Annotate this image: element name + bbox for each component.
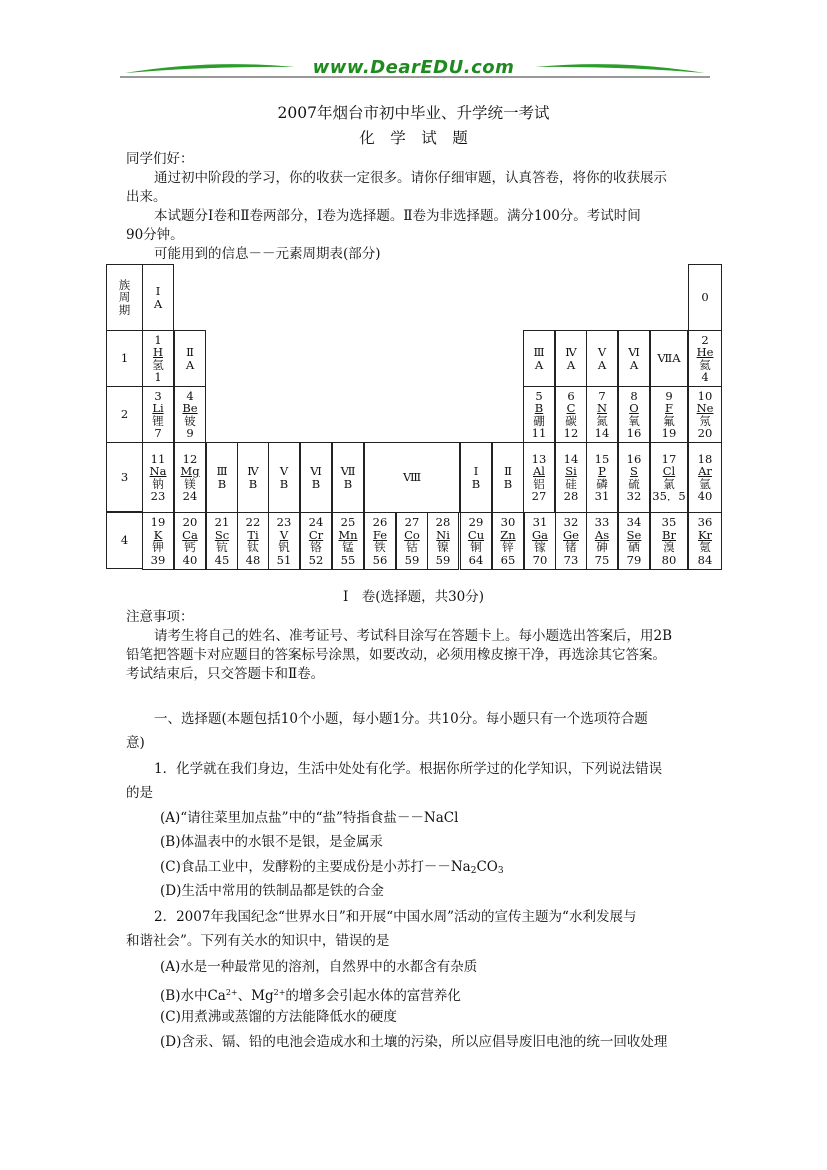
element-Co-line: 27 <box>404 515 420 529</box>
element-S-line: 硫 <box>628 476 640 491</box>
element-Mn-line: 锰 <box>342 540 354 554</box>
element-Ar-line: Ar <box>698 464 712 478</box>
element-He-line: 2 <box>701 332 709 347</box>
q2-option-b[interactable]: (B)水中Ca$^{2+}$、Mg$^{2+}$的增多会引起水体的富营养化 <box>160 988 461 1004</box>
element-S-line: 16 <box>626 451 642 466</box>
group-main-header-line: A <box>597 357 607 372</box>
element-Li-line: 7 <box>154 426 162 440</box>
element-N-line: 7 <box>598 388 606 403</box>
element-Na-line: 钠 <box>152 476 164 491</box>
element-N-line: N <box>596 401 608 415</box>
group-b-header-line: Ⅳ <box>247 464 259 478</box>
element-O-line: 16 <box>626 426 642 440</box>
q2-option-d[interactable]: (D)含汞、镉、铅的电池会造成水和土壤的污染，所以应倡导废旧电池的统一回收处理 <box>160 1034 668 1050</box>
element-F-line: 19 <box>661 426 677 440</box>
element-Cl-line: Cl <box>662 464 676 478</box>
group-main-header-line: A <box>534 357 544 372</box>
group-ib-header <box>460 442 492 513</box>
group-ib-header-line: Ⅰ <box>473 464 479 478</box>
element-Al-line: 27 <box>531 489 547 503</box>
element-H-line: H <box>152 345 164 359</box>
element-Ge-line: 73 <box>563 552 579 567</box>
group-main-header <box>523 330 555 387</box>
element-C-line: 12 <box>563 426 579 440</box>
group-viii-header-line: Ⅷ <box>402 470 422 485</box>
q1-stem: 1．化学就在我们身边，生活中处处有化学。根据你所学过的化学知识，下列说法错误 <box>154 761 663 777</box>
element-V-line: 23 <box>276 515 292 529</box>
element-N-line: 14 <box>594 426 610 440</box>
element-Li <box>142 386 174 443</box>
element-Li-line: 锂 <box>152 413 164 428</box>
element-Ar <box>688 442 722 513</box>
element-K-line: 39 <box>150 552 166 567</box>
element-Mg-line: Mg <box>180 464 200 478</box>
period-label-3-line: 3 <box>120 469 129 484</box>
element-Al <box>523 442 555 513</box>
exam-subtitle: 化 学 试 题 <box>359 129 468 147</box>
element-Cu <box>460 512 492 570</box>
group-ia-header-line: Ⅰ <box>155 284 161 298</box>
element-Ga-line: 31 <box>532 515 548 529</box>
group-iia-header <box>174 330 206 387</box>
element-Mn-line: 55 <box>340 552 356 567</box>
element-O <box>618 386 650 443</box>
element-He <box>688 330 722 387</box>
element-Co-line: Co <box>404 527 420 542</box>
element-Br-line: Br <box>662 527 676 542</box>
element-Co-line: 59 <box>404 552 420 567</box>
element-V-line: V <box>279 527 289 542</box>
element-Na-line: Na <box>149 464 167 478</box>
element-Co <box>396 512 428 570</box>
group-ib-header-line: B <box>471 476 481 491</box>
element-As-line: 75 <box>594 552 610 567</box>
element-Ge <box>555 512 587 570</box>
element-Si-line: 14 <box>563 451 579 466</box>
element-F-line: 9 <box>665 388 673 403</box>
element-Mg-line: 12 <box>182 451 198 466</box>
corner-label <box>106 264 143 331</box>
element-Cu-line: Cu <box>467 527 485 542</box>
element-Sc-line: 21 <box>214 515 230 529</box>
group-b-header <box>237 442 269 513</box>
element-Sc-line: 45 <box>214 552 230 567</box>
group-iib-header-line: B <box>503 476 513 491</box>
element-S <box>618 442 650 513</box>
element-Kr-line: Kr <box>697 527 713 542</box>
q1-option-c[interactable]: (C)食品工业中，发酵粉的主要成份是小苏打－－Na2CO3 <box>160 859 504 876</box>
group-b-header-line: B <box>343 476 353 491</box>
q2-stem: 2．2007年我国纪念“世界水日”和开展“中国水周”活动的宣传主题为“水利发展与 <box>154 909 637 925</box>
group-b-header-line: B <box>217 476 227 491</box>
element-F <box>650 386 688 443</box>
element-Se-line: 79 <box>626 552 642 567</box>
group-b-header <box>300 442 332 513</box>
element-Ti-line: 48 <box>245 552 261 567</box>
period-label-1-line: 1 <box>120 351 129 366</box>
element-Kr-line: 36 <box>697 515 713 529</box>
element-Ga-line: 70 <box>532 552 548 567</box>
element-Co-line: 钴 <box>406 540 418 554</box>
element-Li-line: 3 <box>154 388 162 403</box>
element-Al-line: 13 <box>531 451 547 466</box>
element-Ne-line: Ne <box>696 401 714 415</box>
element-N-line: 氮 <box>596 413 608 428</box>
group-b-header-line: Ⅶ <box>340 464 356 478</box>
period-label-4 <box>106 512 143 569</box>
element-Cr-line: 24 <box>308 515 324 529</box>
element-H-line: 1 <box>154 370 162 384</box>
corner-label-line: 期 <box>118 302 131 317</box>
notice-line-2: 铅笔把答题卡对应题目的答案标号涂黑，如要改动，必须用橡皮擦干净，再选涂其它答案。 <box>126 647 666 663</box>
element-Mn-line: Mn <box>338 527 358 542</box>
element-Sc-line: 钪 <box>216 540 228 554</box>
element-V <box>268 512 300 570</box>
element-P-line: P <box>598 464 606 478</box>
element-Na-line: 23 <box>150 489 166 503</box>
element-Be <box>174 386 206 443</box>
group-0-header-line: 0 <box>701 290 709 305</box>
q2-stem-cont: 和谐社会”。下列有关水的知识中，错误的是 <box>126 933 390 949</box>
element-Cu-line: 铜 <box>470 540 482 554</box>
element-Cr-line: 52 <box>308 552 324 567</box>
group-main-header-line: Ⅲ <box>533 345 545 359</box>
element-Cl-line: 17 <box>661 451 677 466</box>
greeting: 同学们好： <box>126 151 194 167</box>
table-caption: 可能用到的信息－－元素周期表(部分) <box>154 246 381 262</box>
section-heading: Ⅰ 卷(选择题，共30分) <box>342 589 485 605</box>
group-iib-header-line: Ⅱ <box>504 464 512 478</box>
element-Fe-line: 56 <box>372 552 388 567</box>
element-F-line: 氟 <box>663 413 675 428</box>
element-Na-line: 11 <box>150 451 166 466</box>
element-Fe <box>364 512 396 570</box>
group-b-header <box>332 442 364 513</box>
element-Ni-line: 59 <box>435 552 451 567</box>
group-iib-header <box>492 442 524 513</box>
element-Ca-line: 40 <box>182 552 198 567</box>
element-Ar-line: 40 <box>697 489 713 503</box>
element-Se-line: 34 <box>626 515 642 529</box>
exam-title: 2007年烟台市初中毕业、升学统一考试 <box>277 104 550 122</box>
element-Cl <box>650 442 688 513</box>
element-O-line: O <box>629 401 639 415</box>
part-one-heading: 一、选择题(本题包括10个小题，每小题1分。共10分。每小题只有一个选项符合题 <box>154 711 648 727</box>
element-C <box>555 386 587 443</box>
element-Ne-line: 氖 <box>699 413 711 428</box>
element-B-line: 硼 <box>533 413 545 428</box>
element-Si-line: Si <box>565 464 577 478</box>
element-P-line: 15 <box>594 451 610 466</box>
element-S-line: 32 <box>626 489 642 503</box>
part-one-heading-cont: 意) <box>126 735 145 751</box>
intro-paragraph-1a: 通过初中阶段的学习，你的收获一定很多。请你仔细审题，认真答卷，将你的收获展示 <box>154 170 667 186</box>
element-Be-line: Be <box>182 401 198 415</box>
q1-option-a[interactable]: (A)“请往菜里加点盐”中的“盐”特指食盐－－NaCl <box>160 810 459 826</box>
element-Cr-line: 铬 <box>310 540 322 554</box>
element-Ti-line: Ti <box>247 527 259 542</box>
element-Ne-line: 20 <box>697 426 713 440</box>
element-Si-line: 硅 <box>565 476 577 491</box>
element-Ni <box>427 512 459 570</box>
element-P <box>586 442 618 513</box>
element-Zn-line: 锌 <box>502 540 514 554</box>
element-Kr-line: 84 <box>697 552 713 567</box>
element-Cr <box>300 512 332 570</box>
element-Ne <box>688 386 722 443</box>
element-Cr-line: Cr <box>308 527 324 542</box>
element-Si <box>555 442 587 513</box>
element-Mn <box>332 512 364 570</box>
element-Br <box>650 512 688 570</box>
element-Mg-line: 24 <box>182 489 198 503</box>
element-N <box>586 386 618 443</box>
element-C-line: 碳 <box>565 413 577 428</box>
element-B <box>523 386 555 443</box>
element-Ni-line: 镍 <box>437 540 449 554</box>
group-b-header <box>268 442 300 513</box>
q1-option-b[interactable]: (B)体温表中的水银不是银，是金属汞 <box>160 834 383 850</box>
group-b-header-line: B <box>279 476 289 491</box>
element-Ar-line: 氩 <box>699 476 711 491</box>
group-main-header <box>618 330 650 387</box>
element-As-line: 33 <box>594 515 610 529</box>
group-main-header-line: Ⅵ <box>628 345 640 359</box>
element-Se-line: Se <box>626 527 642 542</box>
element-Ar-line: 18 <box>697 451 713 466</box>
element-Ga-line: 镓 <box>534 540 546 554</box>
element-Na <box>142 442 174 513</box>
element-Ga <box>524 512 556 570</box>
element-Ca-line: Ca <box>182 527 198 542</box>
group-main-header <box>650 330 688 387</box>
period-label-2 <box>106 386 143 443</box>
element-Ge-line: 32 <box>563 515 579 529</box>
element-K-line: K <box>153 527 163 542</box>
element-B-line: B <box>534 401 544 415</box>
group-b-header-line: Ⅵ <box>310 464 322 478</box>
element-He-line: 4 <box>701 370 709 384</box>
element-Cl-line: 35．5 <box>652 489 686 503</box>
group-iia-header-line: Ⅱ <box>186 345 194 359</box>
element-Sc-line: Sc <box>214 527 230 542</box>
element-Al-line: Al <box>533 464 545 478</box>
element-Zn-line: 30 <box>500 515 516 529</box>
element-Ga-line: Ga <box>531 527 549 542</box>
element-H <box>142 330 174 387</box>
element-Cu-line: 29 <box>468 515 484 529</box>
element-He-line: 氦 <box>699 357 711 372</box>
element-Ne-line: 10 <box>697 388 713 403</box>
element-P-line: 31 <box>594 489 610 503</box>
element-Sc <box>206 512 238 570</box>
corner-label-line: 族 <box>118 277 131 292</box>
element-K <box>142 512 174 570</box>
group-b-header-line: Ⅴ <box>279 464 289 478</box>
group-iia-header-line: A <box>185 357 195 372</box>
group-b-header-line: Ⅲ <box>216 464 228 478</box>
element-O-line: 氧 <box>628 413 640 428</box>
element-Li-line: Li <box>152 401 164 415</box>
group-0-header <box>688 264 722 331</box>
element-Mn-line: 25 <box>340 515 356 529</box>
element-Zn-line: 65 <box>500 552 516 567</box>
element-Fe-line: 铁 <box>374 540 386 554</box>
element-Mg <box>174 442 206 513</box>
group-b-header <box>206 442 238 513</box>
element-Se <box>618 512 650 570</box>
element-Be-line: 铍 <box>184 413 196 428</box>
group-main-header-line: ⅦA <box>657 351 681 366</box>
element-As-line: As <box>594 527 610 542</box>
q1-option-d[interactable]: (D)生活中常用的铁制品都是铁的合金 <box>160 883 384 899</box>
element-K-line: 19 <box>150 515 166 529</box>
period-label-3 <box>106 442 143 512</box>
group-main-header-line: Ⅳ <box>565 345 577 359</box>
element-Ti-line: 钛 <box>247 540 259 554</box>
element-Zn <box>492 512 524 570</box>
group-main-header <box>555 330 587 387</box>
group-b-header-line: B <box>311 476 321 491</box>
element-B-line: 5 <box>535 388 543 403</box>
q2-option-a[interactable]: (A)水是一种最常见的溶剂，自然界中的水都含有杂质 <box>160 959 478 975</box>
group-ia-header-line: A <box>153 296 163 311</box>
element-F-line: F <box>665 401 673 415</box>
period-label-2-line: 2 <box>120 407 129 422</box>
element-As-line: 砷 <box>596 540 608 554</box>
element-Be-line: 9 <box>186 426 194 440</box>
element-V-line: 51 <box>276 552 292 567</box>
q2-option-c[interactable]: (C)用煮沸或蒸馏的方法能降低水的硬度 <box>160 1009 397 1025</box>
site-logo[interactable]: www.DearEDU.com <box>312 57 515 78</box>
element-C-line: 6 <box>567 388 575 403</box>
group-main-header-line: Ⅴ <box>597 345 607 359</box>
element-Si-line: 28 <box>563 489 579 503</box>
group-main-header-line: A <box>629 357 639 372</box>
element-Kr <box>688 512 722 570</box>
element-Ge-line: 锗 <box>565 540 577 554</box>
group-viii-header <box>364 442 460 513</box>
element-Be-line: 4 <box>186 388 194 403</box>
group-main-header <box>586 330 618 387</box>
element-Ge-line: Ge <box>563 527 579 542</box>
element-He-line: He <box>696 345 714 359</box>
element-Se-line: 硒 <box>628 540 640 554</box>
group-ia-header <box>142 264 174 331</box>
element-Kr-line: 氪 <box>699 540 711 554</box>
corner-label-line: 周 <box>118 290 131 305</box>
period-label-4-line: 4 <box>120 533 129 548</box>
element-Ti-line: 22 <box>245 515 261 529</box>
group-main-header-line: A <box>566 357 576 372</box>
element-As <box>586 512 618 570</box>
notice-title: 注意事项： <box>126 609 194 625</box>
element-Br-line: 35 <box>661 515 677 529</box>
element-H-line: 氢 <box>152 357 164 372</box>
intro-paragraph-2b: 90分钟。 <box>126 227 184 243</box>
group-b-header-line: B <box>248 476 258 491</box>
element-Al-line: 铝 <box>533 476 545 491</box>
element-Zn-line: Zn <box>500 527 516 542</box>
element-Mg-line: 镁 <box>184 476 196 491</box>
notice-line-3: 考试结束后，只交答题卡和Ⅱ卷。 <box>126 666 325 682</box>
element-Cl-line: 氯 <box>663 476 675 491</box>
element-Cu-line: 64 <box>468 552 484 567</box>
element-Ni-line: Ni <box>436 527 450 542</box>
element-H-line: 1 <box>154 332 162 347</box>
intro-paragraph-2a: 本试题分Ⅰ卷和Ⅱ卷两部分，Ⅰ卷为选择题。Ⅱ卷为非选择题。满分100分。考试时间 <box>154 208 641 224</box>
element-Br-line: 溴 <box>663 540 675 554</box>
element-Ni-line: 28 <box>435 515 451 529</box>
element-P-line: 磷 <box>596 476 608 491</box>
period-label-1 <box>106 330 143 387</box>
element-V-line: 钒 <box>278 540 290 554</box>
notice-line-1: 请考生将自己的姓名、准考证号、考试科目涂写在答题卡上。每小题选出答案后，用2B <box>154 628 673 644</box>
element-Ca-line: 20 <box>182 515 198 529</box>
intro-paragraph-1b: 出来。 <box>126 189 167 205</box>
element-K-line: 钾 <box>152 540 164 554</box>
element-Ti <box>237 512 269 570</box>
element-Fe-line: 26 <box>372 515 388 529</box>
element-Br-line: 80 <box>661 552 677 567</box>
element-Fe-line: Fe <box>372 527 388 542</box>
element-Ca-line: 钙 <box>184 540 196 554</box>
element-S-line: S <box>630 464 638 478</box>
element-C-line: C <box>566 401 576 415</box>
element-Ca <box>174 512 206 570</box>
element-B-line: 11 <box>531 426 547 440</box>
element-O-line: 8 <box>630 388 638 403</box>
q1-stem-cont: 的是 <box>126 785 153 801</box>
